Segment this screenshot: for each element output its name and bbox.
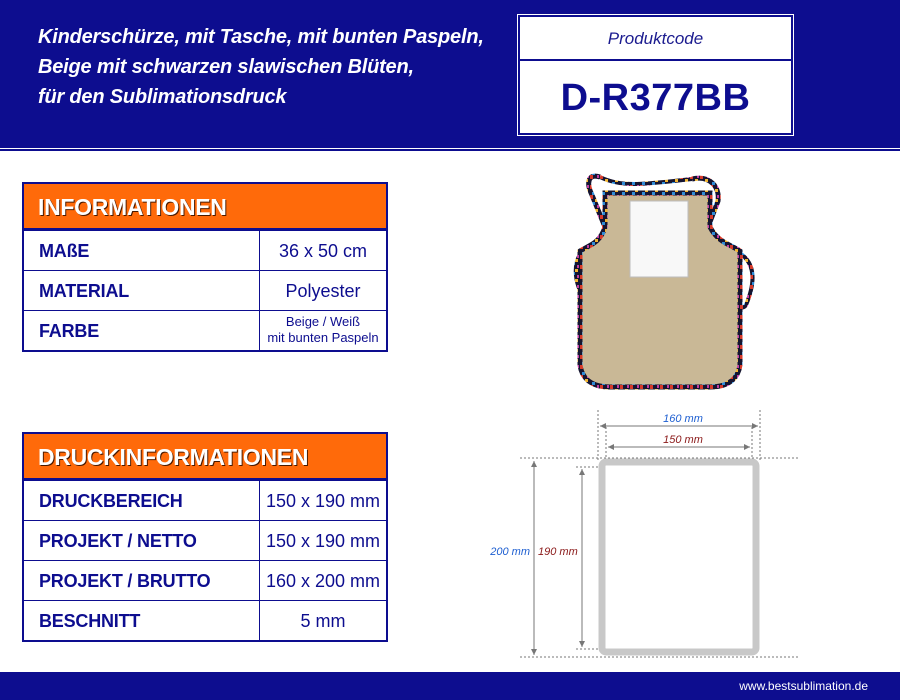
footer-website-link[interactable]: www.bestsublimation.de bbox=[739, 679, 868, 693]
title-line-1: Kinderschürze, mit Tasche, mit bunten Paspeln, bbox=[38, 26, 484, 48]
table-row bbox=[24, 560, 386, 600]
product-title bbox=[38, 22, 484, 112]
row-value: 36 x 50 cm bbox=[278, 241, 368, 261]
table-row bbox=[24, 230, 386, 270]
info-table bbox=[22, 182, 388, 352]
row-value: 150 x 190 mm bbox=[265, 491, 381, 511]
product-code-value: D-R377BB bbox=[560, 77, 751, 119]
apron-product-image bbox=[560, 165, 760, 395]
height-outer-label: 200 mm bbox=[490, 546, 530, 558]
row-value: 5 mm bbox=[300, 611, 346, 631]
print-info-table bbox=[22, 432, 388, 642]
table-row bbox=[24, 480, 386, 520]
print-table-heading: DRUCKINFORMATIONEN bbox=[24, 434, 386, 480]
row-key: PROJEKT / NETTO bbox=[24, 521, 260, 560]
info-table-heading: INFORMATIONEN bbox=[24, 184, 386, 230]
print-area-frame bbox=[602, 462, 756, 652]
row-key: PROJEKT / BRUTTO bbox=[24, 561, 260, 600]
row-key: FARBE bbox=[24, 311, 260, 350]
title-line-3: für den Sublimationsdruck bbox=[38, 86, 287, 108]
apron-pocket bbox=[630, 201, 688, 277]
product-code-label: Produktcode bbox=[520, 17, 791, 61]
row-key: MAßE bbox=[24, 231, 260, 270]
width-inner-label: 150 mm bbox=[663, 434, 703, 446]
table-row bbox=[24, 600, 386, 640]
header-banner bbox=[0, 0, 900, 148]
product-code-box bbox=[518, 15, 793, 135]
color-line-1: Beige / Weiß bbox=[285, 314, 361, 329]
table-row bbox=[24, 270, 386, 310]
table-row bbox=[24, 310, 386, 350]
row-value: 160 x 200 mm bbox=[265, 571, 381, 591]
footer-bar bbox=[0, 672, 900, 700]
row-value: Polyester bbox=[285, 281, 361, 301]
width-outer-label: 160 mm bbox=[663, 413, 703, 425]
height-inner-label: 190 mm bbox=[538, 546, 578, 558]
row-key: BESCHNITT bbox=[24, 601, 260, 640]
neck-strap-top bbox=[600, 177, 692, 184]
row-value-color bbox=[260, 311, 386, 350]
table-row bbox=[24, 520, 386, 560]
row-key: MATERIAL bbox=[24, 271, 260, 310]
title-line-2: Beige mit schwarzen slawischen Blüten, bbox=[38, 56, 414, 78]
row-value: 150 x 190 mm bbox=[265, 531, 381, 551]
row-key: DRUCKBEREICH bbox=[24, 481, 260, 520]
header-divider bbox=[0, 148, 900, 151]
print-area-diagram bbox=[480, 405, 810, 670]
color-line-2: mit bunten Paspeln bbox=[267, 330, 379, 345]
